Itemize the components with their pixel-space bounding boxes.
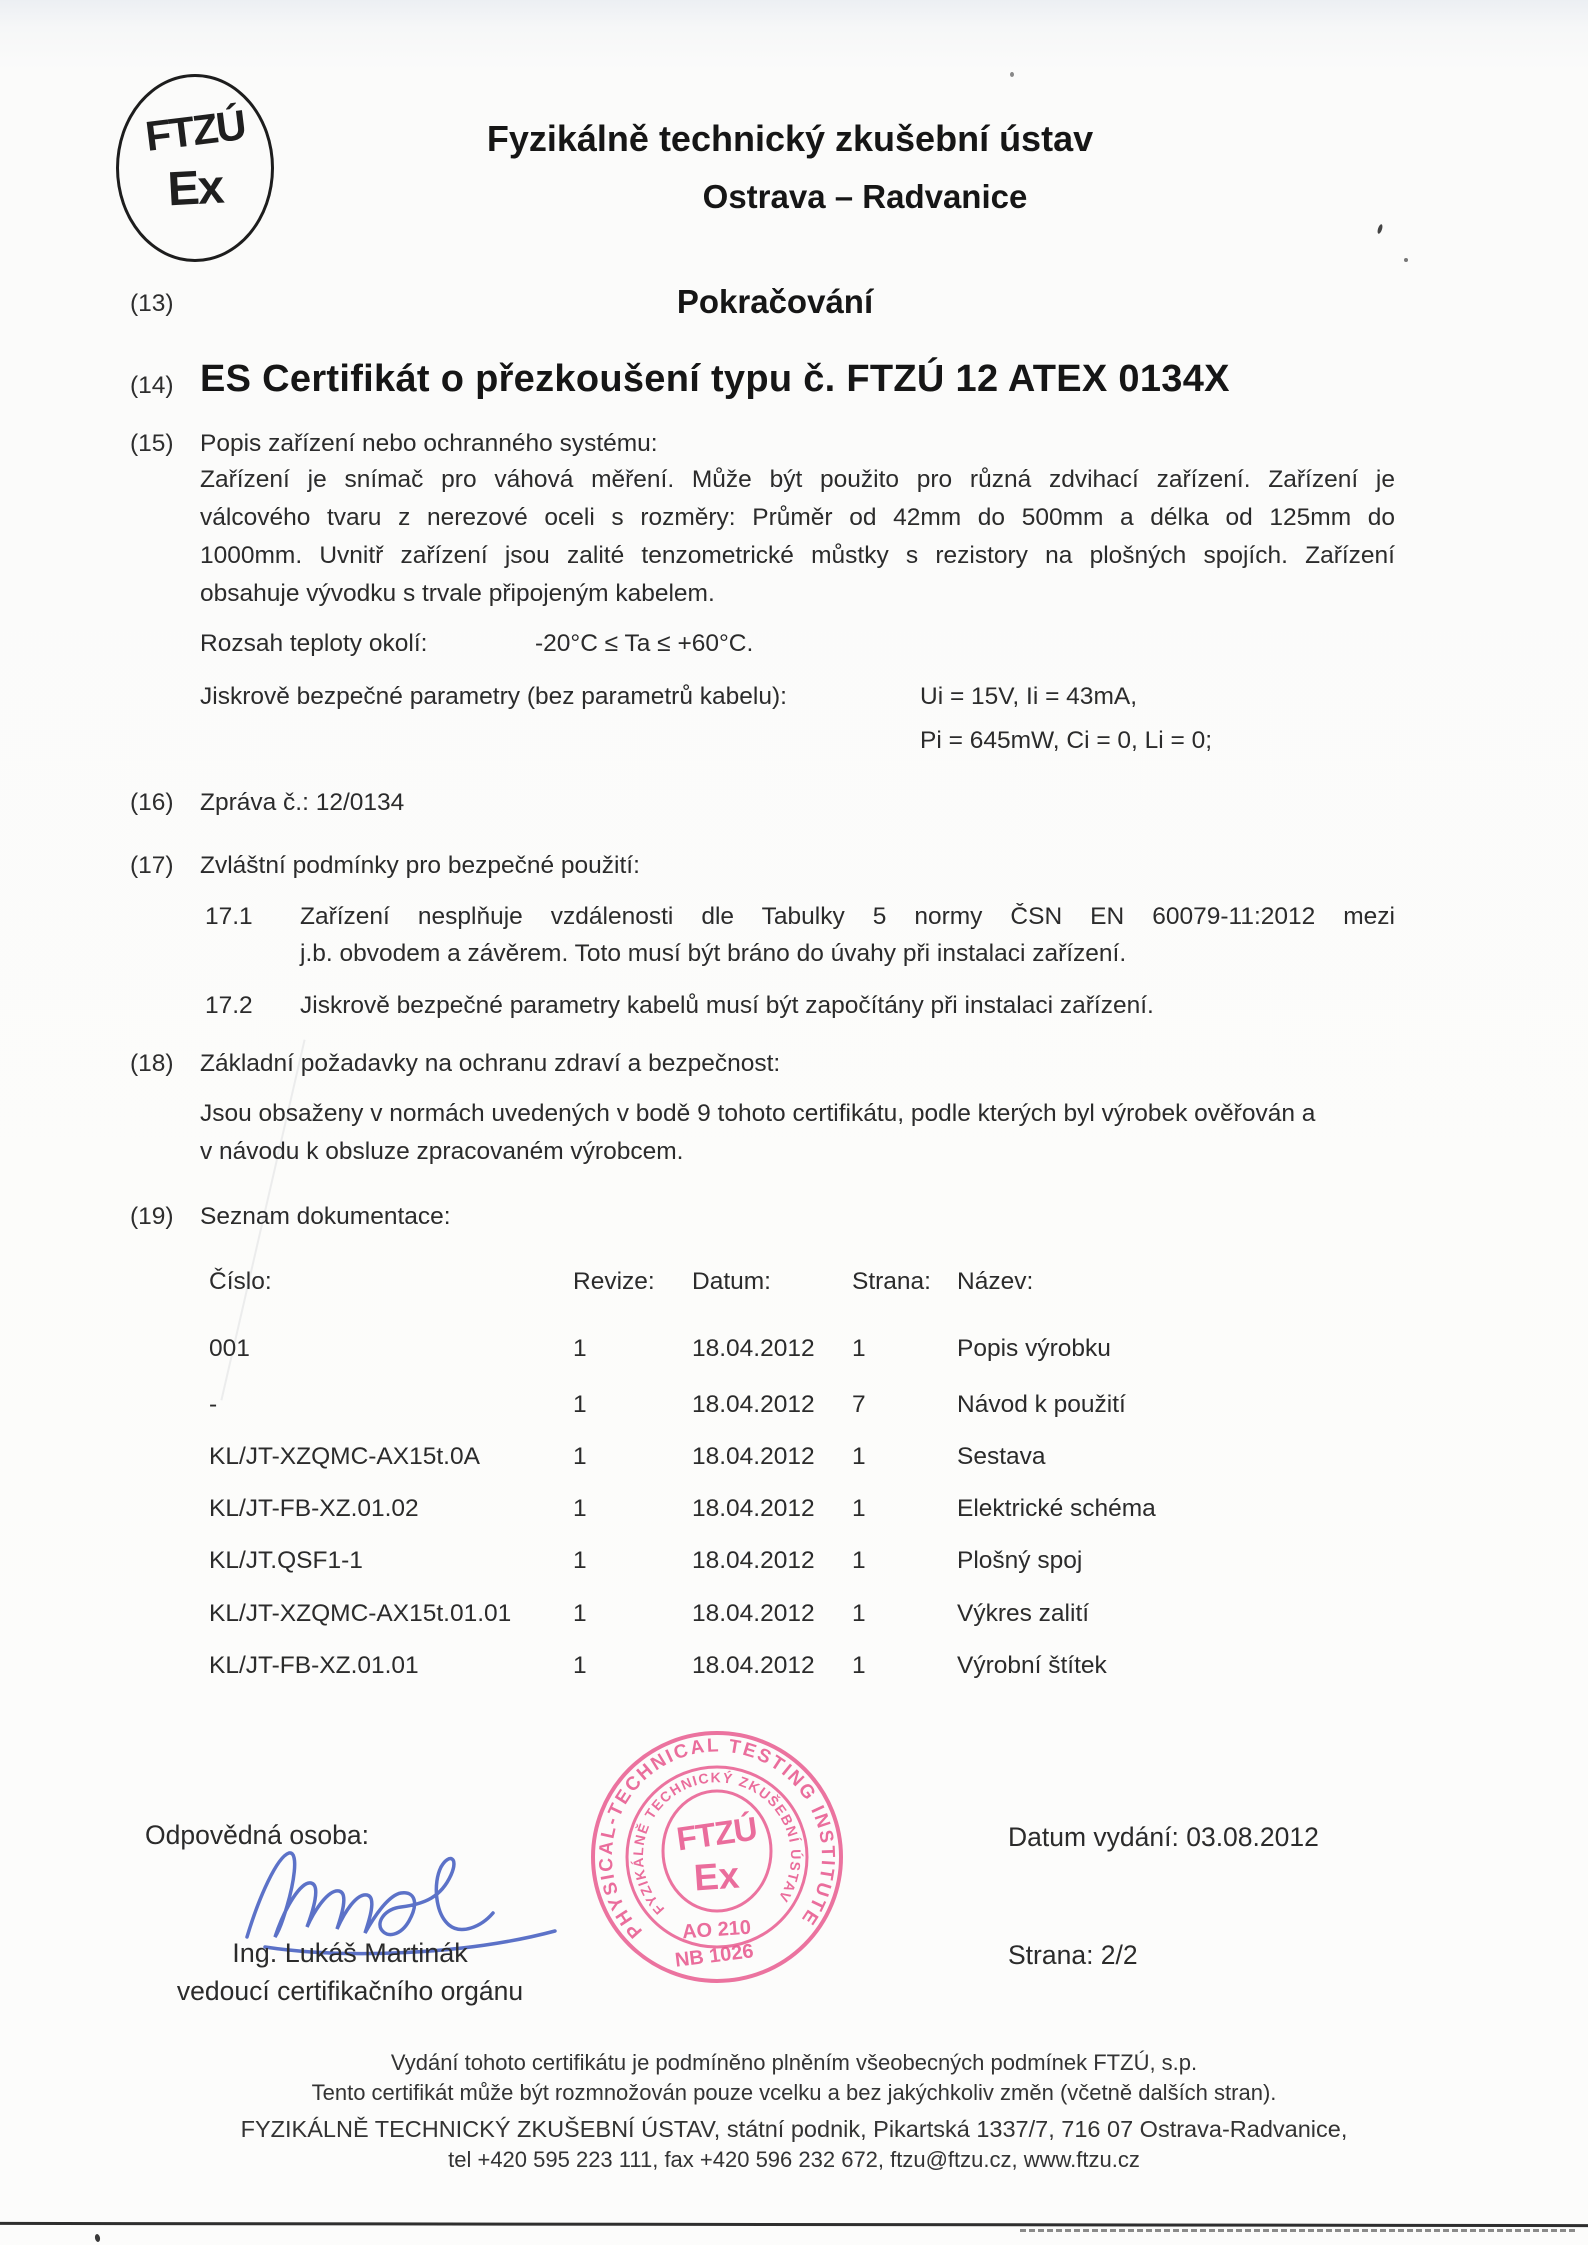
condition-17-1-line: j.b. obvodem a závěrem. Toto musí být bráno do úvahy při instalaci zařízení. [300, 940, 1127, 967]
doc-cell-revize: 1 [573, 1495, 587, 1522]
section-18-line: Jsou obsaženy v normách uvedených v bodě 9 tohoto certifikátu, podle kterých byl výrobek ověřován a [200, 1100, 1316, 1127]
scan-edge-ticks [1020, 2229, 1575, 2232]
doc-cell-nazev: Plošný spoj [957, 1547, 1083, 1574]
footer-line: tel +420 595 223 111, fax +420 596 232 672, ftzu@ftzu.cz, www.ftzu.cz [448, 2147, 1140, 2172]
continuation-title: Pokračování [676, 283, 874, 320]
is-parameters-value-2: Pi = 645mW, Ci = 0, Li = 0; [920, 727, 1213, 754]
institute-city: Ostrava – Radvanice [702, 178, 1028, 215]
doc-cell-nazev: Sestava [957, 1443, 1046, 1470]
footer-line: Vydání tohoto certifikátu je podmíněno plněním všeobecných podmínek FTZÚ, s.p. [390, 2050, 1198, 2075]
condition-17-2-number: 17.2 [205, 992, 253, 1019]
doc-cell-strana: 7 [852, 1391, 866, 1418]
section-19-label: Seznam dokumentace: [200, 1203, 451, 1230]
doc-cell-cislo: KL/JT-XZQMC-AX15t.01.01 [209, 1600, 512, 1627]
description-line: 1000mm. Uvnitř zařízení jsou zalité tenzometrické můstky s rezistory na plošných spojích. Zařízení [200, 542, 1395, 569]
report-number: Zpráva č.: 12/0134 [200, 789, 405, 816]
condition-17-1-number: 17.1 [205, 903, 253, 930]
signatory-role: vedoucí certifikačního orgánu [176, 1976, 524, 2006]
description-line: Zařízení je snímač pro váhová měření. Může být použito pro různá zdvihací zařízení. Zařízení je [200, 466, 1395, 493]
doc-header-cislo: Číslo: [209, 1268, 272, 1295]
doc-cell-strana: 1 [852, 1335, 866, 1362]
section-17-number: (17) [130, 852, 174, 879]
doc-cell-datum: 18.04.2012 [692, 1391, 815, 1418]
responsible-person-label: Odpovědná osoba: [145, 1820, 369, 1850]
doc-cell-revize: 1 [573, 1547, 587, 1574]
certificate-title: ES Certifikát o přezkoušení typu č. FTZÚ 12 ATEX 0134X [200, 358, 1230, 400]
scan-speck [1404, 258, 1408, 262]
stamp-ao-number: AO 210 [681, 1916, 752, 1944]
section-17-label: Zvláštní podmínky pro bezpečné použití: [200, 852, 640, 879]
stamp-ex-text: Ex [692, 1854, 741, 1899]
doc-cell-cislo: KL/JT.QSF1-1 [209, 1547, 363, 1574]
doc-cell-cislo: - [209, 1391, 218, 1418]
doc-cell-strana: 1 [852, 1495, 866, 1522]
doc-cell-nazev: Výrobní štítek [957, 1652, 1107, 1679]
page-indicator: Strana: 2/2 [1008, 1940, 1138, 1970]
doc-cell-nazev: Návod k použití [957, 1391, 1126, 1418]
doc-cell-datum: 18.04.2012 [692, 1495, 815, 1522]
is-parameters-label: Jiskrově bezpečné parametry (bez parametrů kabelu): [200, 683, 787, 710]
doc-cell-revize: 1 [573, 1600, 587, 1627]
doc-cell-nazev: Popis výrobku [957, 1335, 1111, 1362]
doc-cell-datum: 18.04.2012 [692, 1652, 815, 1679]
description-line: obsahuje vývodku s trvale připojeným kabelem. [200, 580, 715, 607]
issue-date: Datum vydání: 03.08.2012 [1008, 1822, 1319, 1852]
doc-cell-strana: 1 [852, 1600, 866, 1627]
condition-17-2-text: Jiskrově bezpečné parametry kabelů musí být započítány při instalaci zařízení. [300, 992, 1154, 1019]
doc-cell-strana: 1 [852, 1443, 866, 1470]
section-15-number: (15) [130, 430, 174, 457]
institute-stamp [577, 1717, 857, 1997]
temperature-range-label: Rozsah teploty okolí: [200, 630, 428, 657]
doc-cell-cislo: KL/JT-FB-XZ.01.02 [209, 1495, 419, 1522]
institute-name: Fyzikálně technický zkušební ústav [486, 118, 1094, 159]
doc-cell-datum: 18.04.2012 [692, 1600, 815, 1627]
doc-cell-datum: 18.04.2012 [692, 1443, 815, 1470]
footer-line: FYZIKÁLNĚ TECHNICKÝ ZKUŠEBNÍ ÚSTAV, státní podnik, Pikartská 1337/7, 716 07 Ostrava-Radvanice, [240, 2116, 1348, 2142]
doc-cell-revize: 1 [573, 1652, 587, 1679]
logo-ex-text: Ex [166, 160, 224, 217]
footer-line: Tento certifikát může být rozmnožován pouze vcelku a bez jakýchkoliv změn (včetně dalších stran). [311, 2080, 1277, 2105]
doc-cell-revize: 1 [573, 1335, 587, 1362]
doc-cell-revize: 1 [573, 1443, 587, 1470]
scan-speck [94, 2234, 101, 2243]
doc-header-nazev: Název: [957, 1268, 1034, 1295]
scan-speck [1010, 72, 1014, 77]
doc-cell-nazev: Výkres zalití [957, 1600, 1090, 1627]
section-18-line: v návodu k obsluze zpracovaném výrobcem. [200, 1138, 684, 1165]
stamp-nb-number: NB 1026 [673, 1940, 755, 1972]
section-15-label: Popis zařízení nebo ochranného systému: [200, 430, 658, 457]
doc-header-datum: Datum: [692, 1268, 771, 1295]
description-line: válcového tvaru z nerezové oceli s rozměry: Průměr od 42mm do 500mm a délka od 125mm do [200, 504, 1395, 531]
doc-cell-strana: 1 [852, 1652, 866, 1679]
doc-cell-revize: 1 [573, 1391, 587, 1418]
doc-cell-nazev: Elektrické schéma [957, 1495, 1156, 1522]
doc-cell-cislo: KL/JT-FB-XZ.01.01 [209, 1652, 419, 1679]
scan-edge-line [0, 2222, 1588, 2227]
logo-ftzu-text: FTZÚ [142, 101, 248, 160]
doc-header-strana: Strana: [852, 1268, 931, 1295]
stamp-inner-ring-text: FYZIKÁLNĚ TECHNICKÝ ZKUŠEBNÍ ÚSTAV [629, 1769, 805, 1918]
scan-speck [1377, 224, 1384, 235]
section-16-number: (16) [130, 789, 174, 816]
section-19-number: (19) [130, 1203, 174, 1230]
stamp-ftzu-text: FTZÚ [674, 1809, 759, 1858]
section-13-number: (13) [130, 290, 174, 317]
doc-cell-datum: 18.04.2012 [692, 1335, 815, 1362]
doc-cell-datum: 18.04.2012 [692, 1547, 815, 1574]
temperature-range-value: -20°C ≤ Ta ≤ +60°C. [535, 630, 754, 657]
doc-cell-strana: 1 [852, 1547, 866, 1574]
is-parameters-value-1: Ui = 15V, Ii = 43mA, [920, 683, 1137, 710]
doc-cell-cislo: 001 [209, 1335, 250, 1362]
doc-header-revize: Revize: [573, 1268, 655, 1295]
section-14-number: (14) [130, 372, 174, 399]
stamp-outer-ring-text: PHYSICAL-TECHNICAL TESTING INSTITUTE [595, 1735, 839, 1942]
ftzu-ex-logo [116, 74, 274, 262]
section-18-number: (18) [130, 1050, 174, 1077]
signatory-name: Ing. Lukáš Martinák [232, 1938, 468, 1968]
condition-17-1-line: Zařízení nesplňuje vzdálenosti dle Tabulky 5 normy ČSN EN 60079-11:2012 mezi [300, 903, 1395, 930]
doc-cell-cislo: KL/JT-XZQMC-AX15t.0A [209, 1443, 480, 1470]
section-18-label: Základní požadavky na ochranu zdraví a bezpečnost: [200, 1050, 781, 1077]
